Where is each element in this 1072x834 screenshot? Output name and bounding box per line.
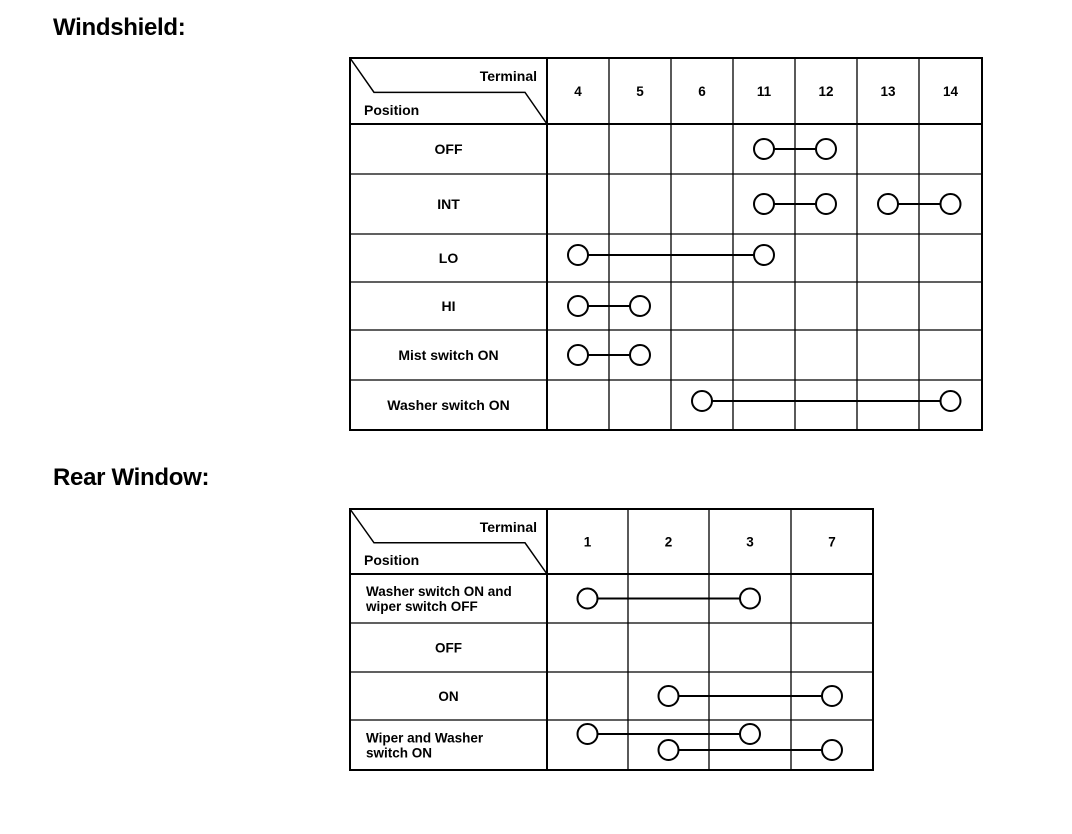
rw-terminal-1-contact	[578, 724, 598, 744]
ws-terminal-5: 5	[636, 84, 644, 99]
rw-terminal-2: 2	[664, 534, 673, 550]
rw-row-label: OFF	[435, 640, 462, 656]
rw-row-label: switch ON	[366, 745, 433, 761]
rw-terminal-7-contact	[822, 740, 842, 760]
windshield-title: Windshield:	[53, 14, 186, 41]
ws-terminal-6: 6	[698, 84, 706, 99]
ws-header-terminal: Terminal	[479, 68, 537, 84]
rw-terminal-7: 7	[828, 534, 836, 550]
rw-terminal-3-contact	[740, 724, 760, 744]
rw-terminal-2-contact	[659, 686, 679, 706]
rw-row-label: Washer switch ON and	[366, 584, 512, 599]
rear-window-title: Rear Window:	[53, 464, 210, 491]
rw-terminal-7-contact	[822, 686, 842, 706]
ws-row-label: HI	[441, 298, 456, 314]
ws-row-label: LO	[438, 250, 459, 266]
ws-header-position: Position	[364, 102, 420, 118]
rw-terminal-3: 3	[746, 534, 754, 550]
rw-header-position: Position	[364, 552, 420, 568]
rw-terminal-1: 1	[583, 534, 592, 550]
ws-terminal-13: 13	[880, 84, 896, 99]
rw-row-label: ON	[438, 689, 459, 704]
rw-terminal-3-contact	[740, 589, 760, 609]
ws-terminal-14: 14	[942, 84, 959, 99]
ws-row-label: OFF	[434, 141, 463, 157]
rw-row-label: Wiper and Washer	[366, 730, 484, 746]
ws-terminal-4: 4	[574, 84, 582, 99]
ws-terminal-11: 11	[756, 84, 772, 99]
rw-row-label: wiper switch OFF	[366, 599, 478, 614]
ws-row-label: INT	[437, 196, 460, 212]
rw-header-terminal: Terminal	[479, 519, 537, 535]
rw-terminal-2-contact	[659, 740, 679, 760]
rw-terminal-1-contact	[578, 589, 598, 609]
ws-row-label: Washer switch ON	[387, 397, 510, 413]
ws-terminal-12: 12	[818, 84, 834, 99]
ws-row-label: Mist switch ON	[398, 347, 499, 363]
